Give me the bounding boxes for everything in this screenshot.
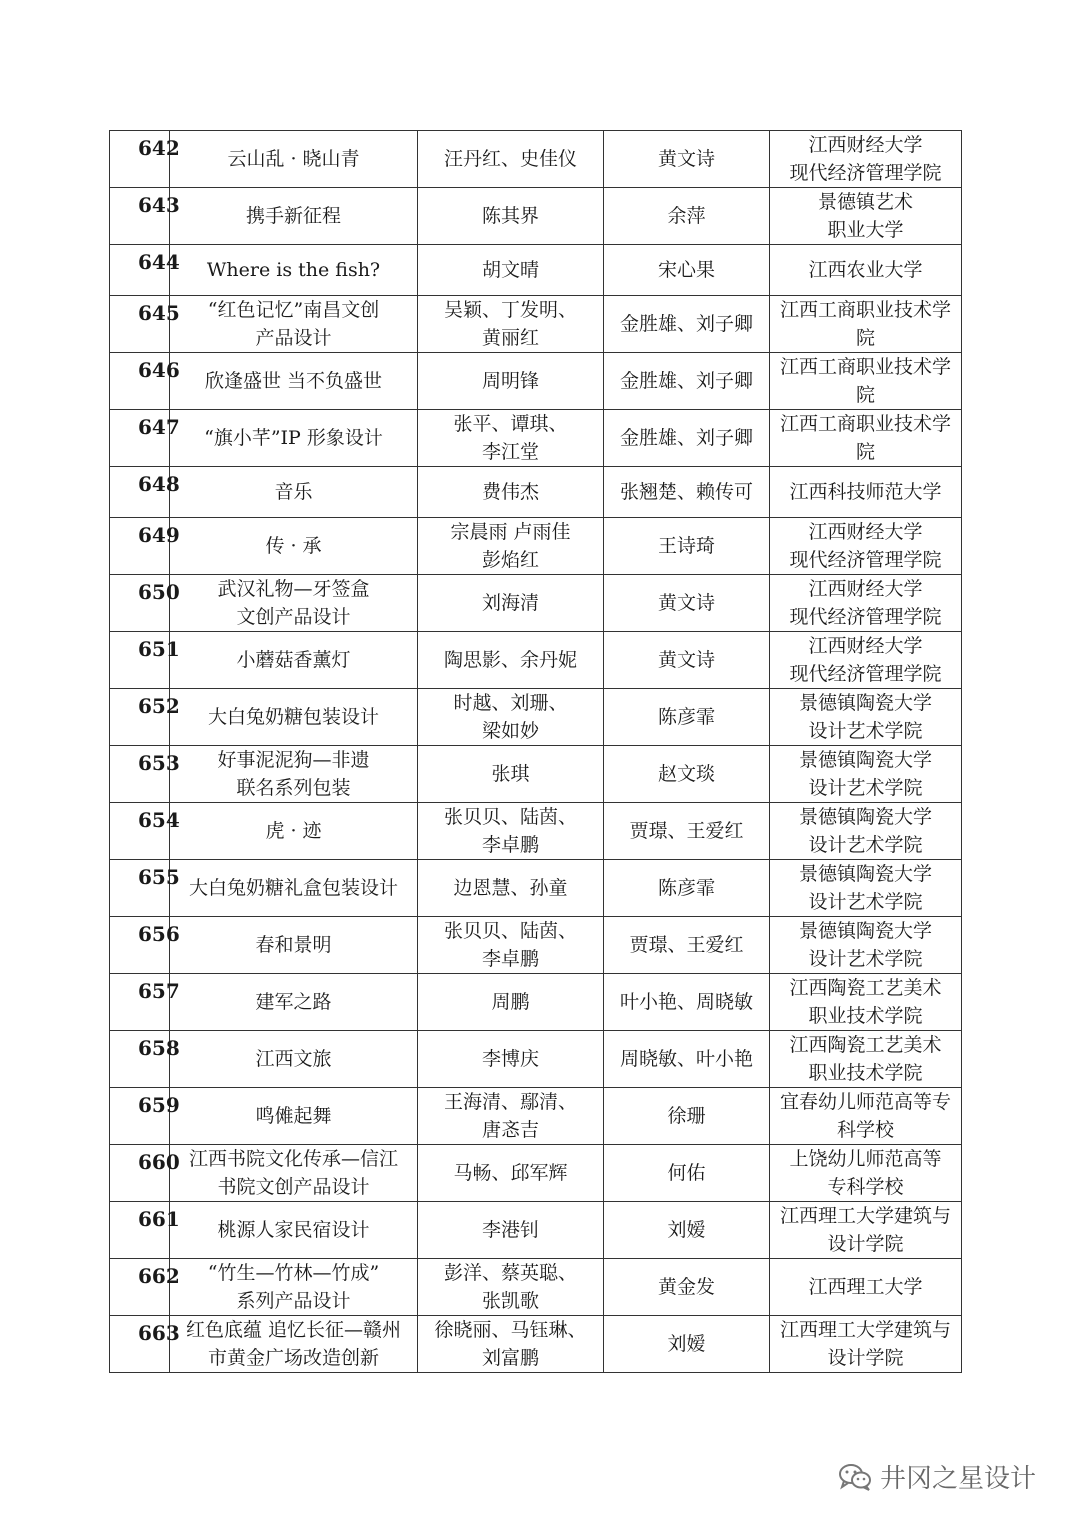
advisor: 徐珊 [667, 1105, 706, 1127]
school-cell [770, 632, 962, 689]
table-row [110, 188, 962, 245]
work-title: 江西文旅 [255, 1048, 332, 1070]
authors-cell [418, 296, 604, 353]
work-title: “竹生—竹林—竹成” 系列产品设计 [207, 1262, 380, 1312]
authors: 陶思影、余丹妮 [443, 649, 577, 671]
work-title-cell [170, 746, 418, 803]
work-title-cell [170, 131, 418, 188]
table-row [110, 632, 962, 689]
row-number-cell [110, 188, 180, 245]
authors-cell [418, 575, 604, 632]
authors-cell [418, 188, 604, 245]
authors-cell [418, 1088, 604, 1145]
table-row [110, 974, 962, 1031]
advisor-cell [604, 518, 770, 575]
table-row [110, 353, 962, 410]
authors-cell [418, 860, 604, 917]
advisor-cell [604, 1088, 770, 1145]
work-title-cell [170, 917, 418, 974]
authors-cell [418, 1259, 604, 1316]
row-number: 651 [138, 637, 180, 661]
work-title: 大白兔奶糖礼盒包装设计 [188, 877, 398, 899]
school: 江西财经大学 现代经济管理学院 [789, 134, 942, 184]
authors-cell [418, 131, 604, 188]
advisor: 叶小艳、周晓敏 [619, 991, 753, 1013]
school-cell [770, 188, 962, 245]
authors: 彭洋、蔡英聪、 张凯歌 [443, 1262, 577, 1312]
authors: 马畅、邱军辉 [453, 1162, 568, 1184]
work-title-cell [170, 860, 418, 917]
row-number: 657 [138, 979, 180, 1003]
row-number-cell [110, 746, 180, 803]
school-cell [770, 803, 962, 860]
row-number: 646 [138, 358, 180, 382]
work-title-cell [170, 1145, 418, 1202]
authors-cell [418, 518, 604, 575]
work-title: “旗小芊”IP 形象设计 [204, 427, 383, 449]
work-title-cell [170, 803, 418, 860]
row-number: 658 [138, 1036, 180, 1060]
school-cell [770, 689, 962, 746]
authors-cell [418, 1031, 604, 1088]
row-number-cell [110, 245, 180, 296]
table-row [110, 1145, 962, 1202]
watermark [838, 1458, 1036, 1495]
authors: 费伟杰 [481, 481, 539, 503]
work-title: 江西书院文化传承—信江 书院文创产品设计 [188, 1148, 398, 1198]
authors-cell [418, 1145, 604, 1202]
school-cell [770, 1088, 962, 1145]
school-cell [770, 131, 962, 188]
advisor-cell [604, 689, 770, 746]
table-row [110, 917, 962, 974]
row-number: 645 [138, 301, 180, 325]
row-number-cell [110, 353, 180, 410]
advisor: 金胜雄、刘子卿 [619, 313, 753, 335]
authors: 周明锋 [481, 370, 539, 392]
table-row [110, 1031, 962, 1088]
row-number-cell [110, 860, 180, 917]
school-cell [770, 467, 962, 518]
advisor-cell [604, 245, 770, 296]
row-number: 653 [138, 751, 180, 775]
school: 宜春幼儿师范高等专 科学校 [779, 1091, 951, 1141]
school: 江西工商职业技术学 院 [779, 299, 951, 349]
award-table [109, 130, 962, 1373]
table-row [110, 689, 962, 746]
work-title: 欣逢盛世 当不负盛世 [204, 370, 383, 392]
school: 江西陶瓷工艺美术 职业技术学院 [789, 1034, 942, 1084]
advisor-cell [604, 188, 770, 245]
authors-cell [418, 353, 604, 410]
advisor-cell [604, 746, 770, 803]
school: 景德镇陶瓷大学 设计艺术学院 [798, 692, 932, 742]
advisor: 张翘楚、赖传可 [619, 481, 753, 503]
authors-cell [418, 467, 604, 518]
school-cell [770, 746, 962, 803]
advisor: 黄文诗 [657, 148, 715, 170]
authors: 张琪 [491, 763, 530, 785]
school: 江西财经大学 现代经济管理学院 [789, 521, 942, 571]
advisor: 王诗琦 [657, 535, 715, 557]
school: 江西理工大学建筑与 设计学院 [779, 1205, 951, 1255]
school: 江西工商职业技术学 院 [779, 413, 951, 463]
row-number-cell [110, 1259, 180, 1316]
row-number-cell [110, 410, 180, 467]
authors-cell [418, 689, 604, 746]
row-number-cell [110, 518, 180, 575]
work-title-cell [170, 467, 418, 518]
authors: 陈其界 [481, 205, 539, 227]
advisor-cell [604, 131, 770, 188]
row-number-cell [110, 575, 180, 632]
school-cell [770, 1259, 962, 1316]
school: 上饶幼儿师范高等 专科学校 [789, 1148, 942, 1198]
authors: 张贝贝、陆茵、 李卓鹏 [443, 920, 577, 970]
table-row [110, 1088, 962, 1145]
advisor: 陈彦霏 [657, 877, 715, 899]
work-title-cell [170, 1031, 418, 1088]
school-cell [770, 1202, 962, 1259]
row-number-cell [110, 632, 180, 689]
authors-cell [418, 746, 604, 803]
row-number-cell [110, 1316, 180, 1373]
school: 江西财经大学 现代经济管理学院 [789, 578, 942, 628]
school-cell [770, 296, 962, 353]
advisor: 贾璟、王爱红 [629, 934, 744, 956]
school: 江西陶瓷工艺美术 职业技术学院 [789, 977, 942, 1027]
school-cell [770, 860, 962, 917]
advisor-cell [604, 575, 770, 632]
row-number-cell [110, 689, 180, 746]
school: 景德镇陶瓷大学 设计艺术学院 [798, 920, 932, 970]
table-row [110, 467, 962, 518]
row-number-cell [110, 1202, 180, 1259]
table-row [110, 803, 962, 860]
school: 景德镇艺术 职业大学 [817, 191, 913, 241]
work-title-cell [170, 575, 418, 632]
authors: 徐晓丽、马钰琳、 刘富鹏 [434, 1319, 587, 1369]
school: 江西工商职业技术学 院 [779, 356, 951, 406]
advisor-cell [604, 1202, 770, 1259]
row-number: 656 [138, 922, 180, 946]
advisor: 金胜雄、刘子卿 [619, 370, 753, 392]
work-title: 携手新征程 [245, 205, 341, 227]
row-number: 662 [138, 1264, 180, 1288]
advisor: 余萍 [667, 205, 706, 227]
work-title-cell [170, 296, 418, 353]
work-title-cell [170, 353, 418, 410]
advisor-cell [604, 1259, 770, 1316]
work-title: 建军之路 [255, 991, 332, 1013]
school: 景德镇陶瓷大学 设计艺术学院 [798, 749, 932, 799]
row-number: 644 [138, 250, 180, 274]
advisor-cell [604, 803, 770, 860]
work-title: 春和景明 [255, 934, 332, 956]
advisor: 陈彦霏 [657, 706, 715, 728]
table-row [110, 860, 962, 917]
work-title-cell [170, 518, 418, 575]
table-row [110, 1259, 962, 1316]
work-title-cell [170, 188, 418, 245]
row-number-cell [110, 296, 180, 353]
school-cell [770, 1031, 962, 1088]
row-number: 655 [138, 865, 180, 889]
work-title: Where is the fish? [206, 259, 381, 281]
row-number-cell [110, 974, 180, 1031]
work-title-cell [170, 245, 418, 296]
advisor-cell [604, 1316, 770, 1373]
school-cell [770, 245, 962, 296]
row-number: 642 [138, 136, 180, 160]
row-number: 649 [138, 523, 180, 547]
work-title: 云山乱 · 晓山青 [227, 148, 360, 170]
authors-cell [418, 245, 604, 296]
advisor-cell [604, 1145, 770, 1202]
work-title: 武汉礼物—牙签盒 文创产品设计 [217, 578, 370, 628]
advisor: 贾璟、王爱红 [629, 820, 744, 842]
school-cell [770, 1145, 962, 1202]
authors-cell [418, 1202, 604, 1259]
school-cell [770, 917, 962, 974]
row-number-cell [110, 467, 180, 518]
authors: 吴颖、丁发明、 黄丽红 [443, 299, 577, 349]
advisor: 刘嫒 [667, 1219, 706, 1241]
advisor: 黄文诗 [657, 649, 715, 671]
advisor-cell [604, 410, 770, 467]
row-number: 663 [138, 1321, 180, 1345]
table-row [110, 575, 962, 632]
advisor-cell [604, 1031, 770, 1088]
school: 景德镇陶瓷大学 设计艺术学院 [798, 806, 932, 856]
row-number-cell [110, 803, 180, 860]
school: 江西财经大学 现代经济管理学院 [789, 635, 942, 685]
authors-cell [418, 974, 604, 1031]
authors: 边恩慧、孙童 [453, 877, 568, 899]
work-title: 好事泥泥狗—非遗 联名系列包装 [217, 749, 370, 799]
school-cell [770, 974, 962, 1031]
row-number-cell [110, 917, 180, 974]
school-cell [770, 575, 962, 632]
work-title: 音乐 [274, 481, 313, 503]
authors: 张贝贝、陆茵、 李卓鹏 [443, 806, 577, 856]
row-number-cell [110, 1088, 180, 1145]
work-title-cell [170, 1259, 418, 1316]
advisor: 何佑 [667, 1162, 706, 1184]
row-number: 650 [138, 580, 180, 604]
advisor: 黄金发 [657, 1276, 715, 1298]
work-title: 虎 · 迹 [265, 820, 322, 842]
authors-cell [418, 410, 604, 467]
school: 江西科技师范大学 [789, 481, 942, 503]
advisor: 周晓敏、叶小艳 [619, 1048, 753, 1070]
row-number: 643 [138, 193, 180, 217]
advisor-cell [604, 974, 770, 1031]
school: 江西理工大学 [808, 1276, 923, 1298]
advisor: 宋心果 [657, 259, 715, 281]
work-title-cell [170, 1316, 418, 1373]
authors: 宗晨雨 卢雨佳 彭焰红 [450, 521, 571, 571]
authors: 时越、刘珊、 梁如妙 [453, 692, 568, 742]
row-number: 647 [138, 415, 180, 439]
advisor: 刘嫒 [667, 1333, 706, 1355]
authors-cell [418, 917, 604, 974]
watermark-text: 井冈之星设计 [880, 1464, 1037, 1494]
work-title: “红色记忆”南昌文创 产品设计 [207, 299, 380, 349]
advisor: 金胜雄、刘子卿 [619, 427, 753, 449]
work-title: 大白兔奶糖包装设计 [207, 706, 379, 728]
award-table-body [110, 131, 962, 1373]
school: 景德镇陶瓷大学 设计艺术学院 [798, 863, 932, 913]
work-title-cell [170, 632, 418, 689]
table-row [110, 1316, 962, 1373]
row-number-cell [110, 131, 180, 188]
work-title-cell [170, 1202, 418, 1259]
authors-cell [418, 803, 604, 860]
table-row [110, 245, 962, 296]
authors: 周鹏 [491, 991, 530, 1013]
authors: 李博庆 [481, 1048, 539, 1070]
advisor-cell [604, 296, 770, 353]
row-number: 659 [138, 1093, 180, 1117]
table-row [110, 1202, 962, 1259]
work-title: 红色底蕴 追忆长征—赣州 市黄金广场改造创新 [185, 1319, 402, 1369]
work-title-cell [170, 1088, 418, 1145]
advisor: 黄文诗 [657, 592, 715, 614]
row-number: 661 [138, 1207, 180, 1231]
row-number-cell [110, 1031, 180, 1088]
work-title-cell [170, 410, 418, 467]
authors: 刘海清 [481, 592, 539, 614]
advisor-cell [604, 917, 770, 974]
row-number: 652 [138, 694, 180, 718]
authors-cell [418, 632, 604, 689]
school-cell [770, 1316, 962, 1373]
work-title: 桃源人家民宿设计 [217, 1219, 370, 1241]
authors: 胡文晴 [481, 259, 539, 281]
table-row [110, 410, 962, 467]
authors: 汪丹红、史佳仪 [443, 148, 577, 170]
table-row [110, 296, 962, 353]
row-number: 654 [138, 808, 180, 832]
authors: 张平、谭琪、 李江堂 [453, 413, 568, 463]
row-number: 660 [138, 1150, 180, 1174]
row-number-cell [110, 1145, 180, 1202]
table-row [110, 518, 962, 575]
authors: 李港钊 [481, 1219, 539, 1241]
authors-cell [418, 1316, 604, 1373]
school: 江西农业大学 [808, 259, 923, 281]
advisor-cell [604, 860, 770, 917]
school-cell [770, 518, 962, 575]
work-title: 传 · 承 [265, 535, 322, 557]
advisor-cell [604, 353, 770, 410]
advisor: 赵文琰 [657, 763, 715, 785]
advisor-cell [604, 467, 770, 518]
authors: 王海清、鄢清、 唐忞吉 [443, 1091, 577, 1141]
table-row [110, 131, 962, 188]
school-cell [770, 410, 962, 467]
school-cell [770, 353, 962, 410]
work-title: 鸣傩起舞 [255, 1105, 332, 1127]
work-title-cell [170, 689, 418, 746]
table-row [110, 746, 962, 803]
advisor-cell [604, 632, 770, 689]
wechat-icon [838, 1462, 872, 1492]
work-title-cell [170, 974, 418, 1031]
row-number: 648 [138, 472, 180, 496]
work-title: 小蘑菇香薰灯 [236, 649, 351, 671]
school: 江西理工大学建筑与 设计学院 [779, 1319, 951, 1369]
